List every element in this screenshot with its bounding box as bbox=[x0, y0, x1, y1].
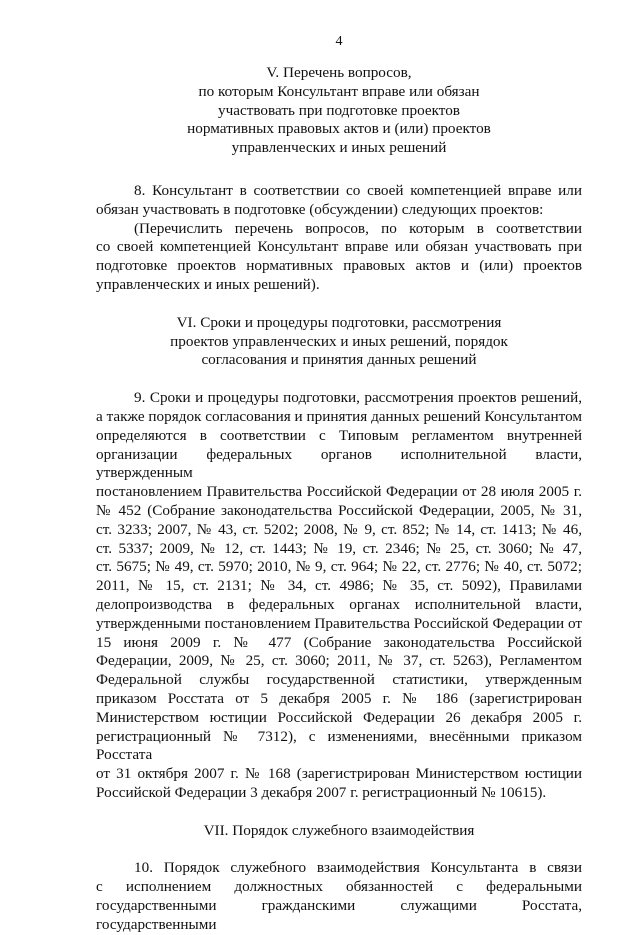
document-page bbox=[96, 34, 582, 935]
text-line: (Перечислить перечень вопросов, по которым в соответствии bbox=[134, 219, 582, 237]
page-number: 4 bbox=[335, 34, 343, 49]
text-line: организации федеральных органов исполнительной власти, утвержденным bbox=[96, 445, 582, 482]
text-line: регистрационный № 7312), с изменениями, внесёнными приказом Росстата bbox=[96, 727, 582, 764]
text-line: ст. 5675; № 49, ст. 5970; 2010, № 9, ст. 964; № 22, ст. 2776; № 40, ст. 5072; bbox=[96, 558, 582, 576]
text-line: утвержденными постановлением Правительства Российской Федерации от bbox=[96, 614, 582, 632]
text-line: постановлением Правительства Российской Федерации от 28 июля 2005 г. bbox=[96, 483, 582, 501]
text-line: со своей компетенцией Консультант вправе или обязан участвовать при bbox=[96, 238, 582, 256]
heading-line: нормативных правовых актов и (или) проектов bbox=[187, 120, 491, 138]
text-line: 15 июня 2009 г. № 477 (Собрание законодательства Российской bbox=[96, 633, 582, 651]
text-line: а также порядок согласования и принятия данных решений Консультантом bbox=[96, 407, 582, 425]
section-6-heading bbox=[96, 314, 582, 370]
section-7-heading bbox=[96, 822, 582, 841]
heading-line: V. Перечень вопросов, bbox=[266, 64, 412, 81]
text-line: подготовке проектов нормативных правовых актов и (или) проектов bbox=[96, 257, 582, 275]
text-line: 2011, № 15, ст. 2131; № 34, ст. 4986; № 35, ст. 5092), Правилами bbox=[96, 577, 582, 595]
text-line: Российской Федерации 3 декабря 2007 г. регистрационный № 10615). bbox=[96, 783, 547, 801]
text-line: ст. 5337; 2009, № 12, ст. 1443; № 19, ст. 2346; № 25, ст. 3060; № 47, bbox=[96, 539, 582, 557]
text-line: Министерством юстиции Российской Федерации 26 декабря 2005 г. bbox=[96, 708, 582, 726]
text-line: № 452 (Собрание законодательства Российской Федерации, 2005, № 31, bbox=[96, 501, 582, 519]
text-line: делопроизводства в федеральных органах исполнительной власти, bbox=[96, 595, 582, 613]
text-line: от 31 октября 2007 г. № 168 (зарегистрирован Министерством юстиции bbox=[96, 765, 582, 783]
text-line: 10. Порядок служебного взаимодействия Консультанта в связи bbox=[134, 859, 582, 877]
text-line: 8. Консультант в соответствии со своей компетенцией вправе или bbox=[134, 181, 582, 199]
text-line: 9. Сроки и процедуры подготовки, рассмотрения проектов решений, bbox=[134, 389, 582, 407]
text-line: управленческих и иных решений). bbox=[96, 275, 320, 293]
paragraph-10 bbox=[96, 859, 582, 934]
heading-line: согласования и принятия данных решений bbox=[201, 351, 477, 369]
heading-line: участвовать при подготовке проектов bbox=[218, 101, 460, 119]
text-line: Федеральной службы государственной статистики, утвержденным bbox=[96, 671, 582, 689]
text-line: государственными гражданскими служащими Росстата, государственными bbox=[96, 897, 582, 933]
heading-line: проектов управленческих и иных решений, порядок bbox=[170, 332, 508, 350]
text-line: Федерации, 2009, № 25, ст. 3060; 2011, № 37, ст. 5263), Регламентом bbox=[96, 652, 582, 670]
text-line: определяются в соответствии с Типовым регламентом внутренней bbox=[96, 426, 582, 444]
heading-line: VII. Порядок служебного взаимодействия bbox=[203, 821, 475, 839]
heading-line: управленческих и иных решений bbox=[231, 139, 447, 157]
section-5-heading bbox=[96, 64, 582, 158]
paragraph-9 bbox=[96, 389, 582, 803]
text-line: обязан участвовать в подготовке (обсуждении) следующих проектов: bbox=[96, 200, 544, 218]
paragraph-8-note bbox=[96, 220, 582, 295]
text-line: приказом Росстата от 5 декабря 2005 г. № 186 (зарегистрирован bbox=[96, 689, 582, 707]
paragraph-8 bbox=[96, 182, 582, 220]
heading-line: по которым Консультант вправе или обязан bbox=[198, 82, 480, 100]
text-line: ст. 3233; 2007, № 43, ст. 5202; 2008, № 9, ст. 852; № 14, ст. 1413; № 46, bbox=[96, 520, 582, 538]
heading-line: VI. Сроки и процедуры подготовки, рассмотрения bbox=[176, 313, 502, 331]
text-line: с исполнением должностных обязанностей с федеральными bbox=[96, 878, 582, 896]
